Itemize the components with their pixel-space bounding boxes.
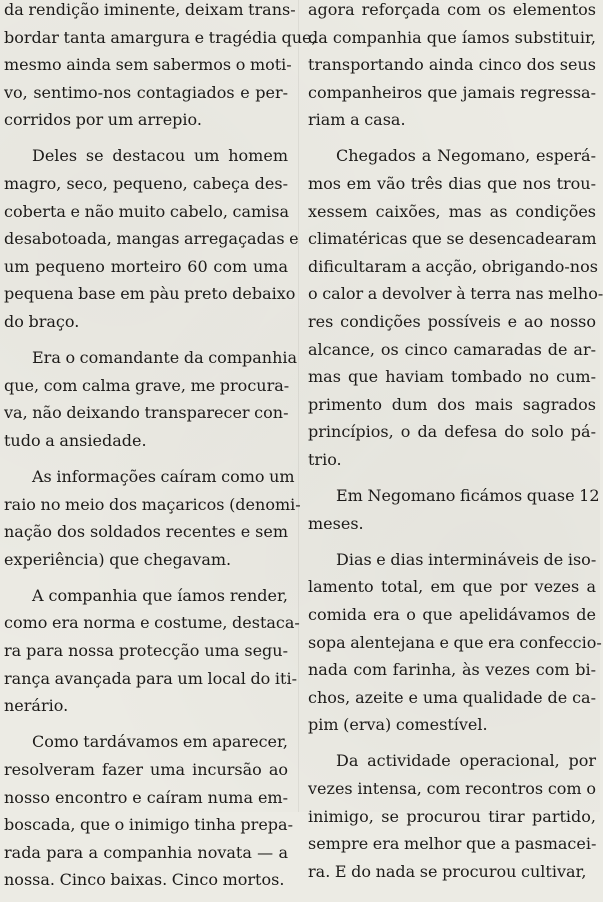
text-line: nossa. Cinco baixas. Cinco mortos.	[4, 870, 285, 890]
paragraph	[4, 582, 300, 720]
text-line: nada com farinha, às vezes com bi-	[308, 660, 596, 680]
text-line: rança avançada para um local do iti-	[4, 668, 297, 688]
text-line: da rendição iminente, deixam trans-	[4, 0, 296, 19]
text-line: transportando ainda cinco dos seus	[308, 55, 596, 75]
text-line: raio no meio dos maçaricos (denomi-	[4, 494, 301, 514]
paragraph	[4, 0, 317, 134]
text-line: bordar tanta amargura e tragédia que,	[4, 27, 317, 47]
text-line: va, não deixando transparecer con-	[4, 403, 289, 423]
paragraph	[308, 546, 602, 739]
text-line: Em Negomano ficámos quase 12	[336, 486, 600, 506]
paragraph	[4, 142, 299, 335]
text-line: A companhia que íamos render,	[32, 585, 288, 605]
text-line: As informações caíram como um	[32, 467, 295, 486]
text-line: agora reforçada com os elementos	[308, 0, 596, 19]
paragraph	[308, 747, 596, 885]
text-line: desabotoada, mangas arregaçadas e	[4, 229, 299, 249]
text-line: trio.	[308, 450, 342, 469]
text-line: um pequeno morteiro 60 com uma	[4, 256, 288, 276]
text-line: coberta e não muito cabelo, camisa	[4, 201, 290, 221]
text-line: meses.	[308, 513, 364, 533]
column-gutter	[298, 0, 299, 812]
text-line: Era o comandante da companhia	[32, 348, 298, 368]
text-line: xessem caixões, mas as condições	[308, 201, 596, 221]
text-line: tudo a ansiedade.	[4, 430, 147, 450]
text-line: mas que haviam tombado no cum-	[308, 367, 596, 387]
text-line: corridos por um arrepio.	[4, 110, 202, 130]
text-line: nerário.	[4, 696, 69, 716]
text-line: pim (erva) comestível.	[308, 715, 488, 735]
text-line: ra. E do nada se procurou cultivar,	[308, 861, 587, 881]
text-line: como era norma e costume, destaca-	[4, 613, 300, 633]
text-line: chos, azeite e uma qualidade de ca-	[308, 687, 596, 707]
left-column	[4, 0, 317, 902]
text-line: Chegados a Negomano, esperá-	[336, 146, 596, 166]
text-line: vo, sentimo-nos contagiados e per-	[4, 82, 288, 102]
text-line: Da actividade operacional, por	[336, 751, 596, 771]
text-line: climatéricas que se desencadearam	[308, 229, 597, 249]
text-line: Deles se destacou um homem	[32, 146, 288, 166]
text-line: mesmo ainda sem sabermos o moti-	[4, 55, 292, 75]
text-line: Dias e dias intermináveis de iso-	[336, 549, 597, 569]
text-line: magro, seco, pequeno, cabeça des-	[4, 174, 288, 194]
text-line: Como tardávamos em aparecer,	[32, 732, 288, 752]
text-line: que, com calma grave, me procura-	[4, 375, 290, 395]
text-line: alcance, os cinco camaradas de ar-	[308, 339, 596, 359]
paragraph	[4, 463, 301, 573]
text-line: lamento total, em que por vezes a	[308, 577, 596, 597]
paragraph	[308, 142, 603, 473]
text-line: comida era o que apelidávamos de	[308, 604, 596, 624]
text-line: rada para a companhia novata — a	[4, 842, 288, 862]
text-line: pequena base em pàu preto debaixo	[4, 284, 296, 304]
text-line: do braço.	[4, 312, 80, 332]
text-line: resolveram fazer uma incursão ao	[4, 759, 288, 779]
text-line: riam a casa.	[308, 110, 406, 130]
text-line: da companhia que íamos substituir,	[308, 27, 596, 47]
text-line: res condições possíveis e ao nosso	[308, 312, 596, 332]
text-line: boscada, que o inimigo tinha prepa-	[4, 815, 293, 835]
right-column	[308, 0, 603, 894]
text-line: nação dos soldados recentes e sem	[4, 522, 288, 542]
text-line: dificultaram a acção, obrigando-nos	[308, 256, 598, 276]
paragraph	[308, 482, 600, 537]
text-line: companheiros que jamais regressa-	[308, 82, 596, 102]
text-line: nosso encontro e caíram numa em-	[4, 787, 288, 807]
text-line: inimigo, se procurou tirar partido,	[308, 806, 596, 826]
text-line: sempre era melhor que a pasmacei-	[308, 834, 597, 854]
paragraph	[308, 0, 596, 134]
paragraph	[4, 728, 293, 894]
text-line: o calor a devolver à terra nas melho-	[308, 284, 603, 304]
text-line: ra para nossa protecção uma segu-	[4, 641, 288, 661]
text-line: vezes intensa, com recontros com o	[308, 779, 596, 799]
text-line: princípios, o da defesa do solo pá-	[308, 422, 596, 442]
text-line: primento dum dos mais sagrados	[308, 394, 596, 414]
text-line: mos em vão três dias que nos trou-	[308, 174, 596, 194]
text-line: experiência) que chegavam.	[4, 549, 232, 569]
text-line: sopa alentejana e que era confeccio-	[308, 632, 602, 652]
paragraph	[4, 344, 298, 454]
